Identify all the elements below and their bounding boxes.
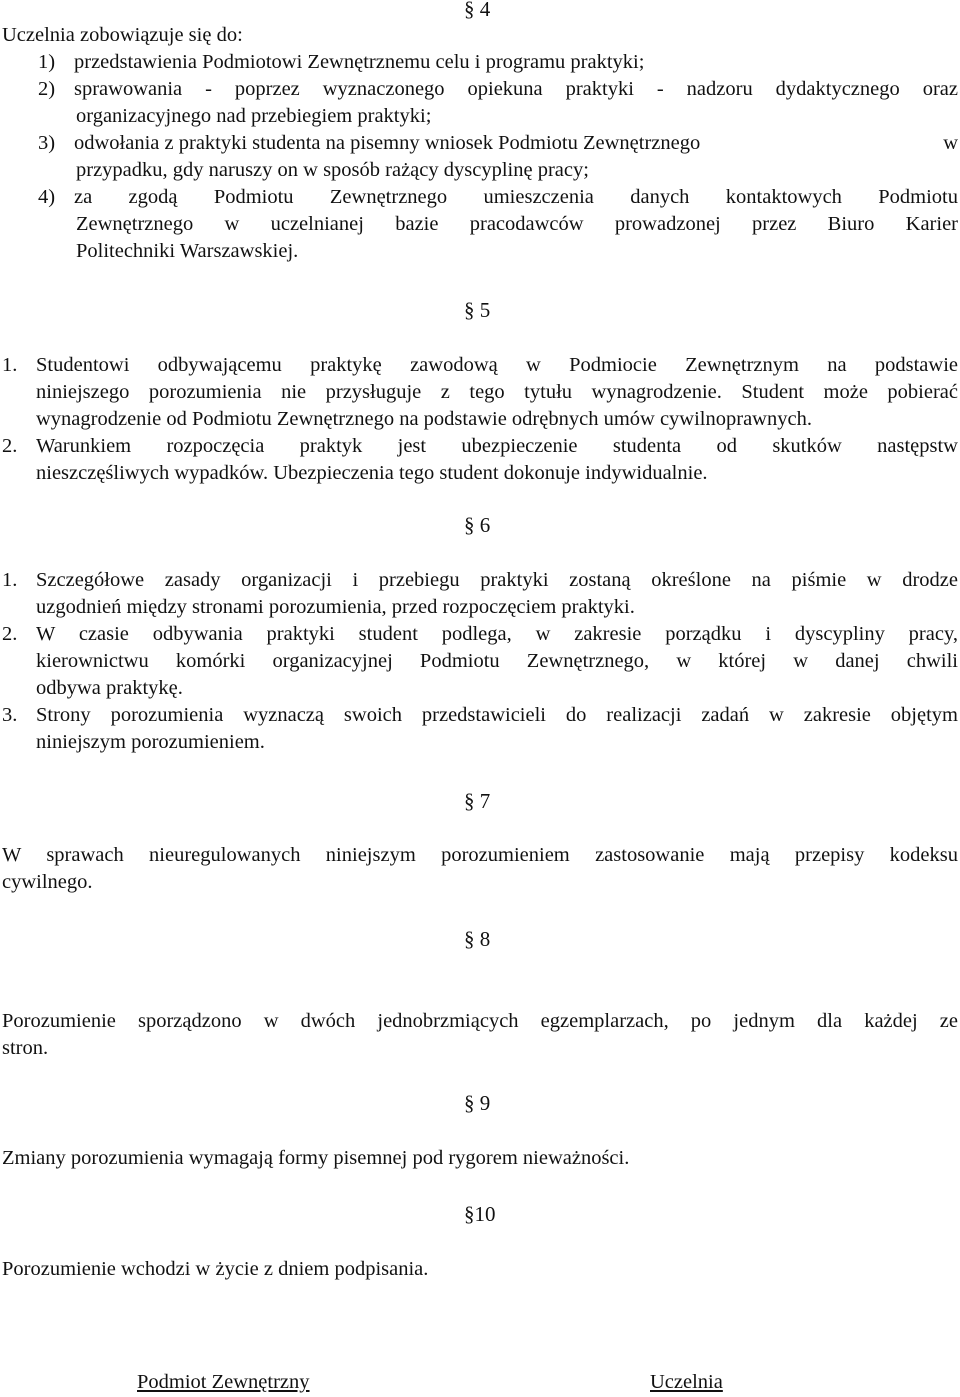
- paragraph: 2. W czasie odbywania praktyki student podlega, w zakresie porządku i dyscypliny pracy,: [2, 623, 958, 645]
- section-10: [2, 1256, 958, 1283]
- paragraph-continuation: cywilnego.: [2, 871, 93, 893]
- paragraph-continuation: niniejszego porozumienia nie przysługuje z tego tytułu wynagrodzenie. Student może pobierać: [36, 381, 958, 403]
- list-item: 2) sprawowania - poprzez wyznaczonego opiekuna praktyki - nadzoru dydaktycznego oraz: [38, 78, 958, 100]
- paragraph: 2. Warunkiem rozpoczęcia praktyk jest ubezpieczenie studenta od skutków następstw: [2, 435, 958, 457]
- signature-university: Uczelnia: [650, 1371, 723, 1393]
- paragraph-continuation: wynagrodzenie od Podmiotu Zewnętrznego na podstawie odrębnych umów cywilnoprawnych.: [36, 408, 812, 430]
- signature-external-entity: Podmiot Zewnętrzny: [137, 1371, 310, 1393]
- section-10-heading: §10: [464, 1202, 496, 1226]
- paragraph-continuation: niniejszym porozumieniem.: [36, 731, 265, 753]
- section-9: [2, 1145, 958, 1172]
- paragraph: 3. Strony porozumienia wyznaczą swoich przedstawicieli do realizacji zadań w zakresie objętym: [2, 704, 958, 726]
- section-7: [2, 842, 958, 896]
- list-item-continuation: Politechniki Warszawskiej.: [76, 240, 299, 262]
- list-item-continuation: Zewnętrznego w uczelnianej bazie pracodawców prowadzonej przez Biuro Karier: [76, 213, 958, 235]
- paragraph: 1. Studentowi odbywającemu praktykę zawodową w Podmiocie Zewnętrznym na podstawie: [2, 354, 958, 376]
- section-4: [2, 22, 958, 265]
- paragraph: Porozumienie wchodzi w życie z dniem podpisania.: [2, 1258, 429, 1280]
- section-5-heading: § 5: [464, 298, 491, 322]
- paragraph: W sprawach nieuregulowanych niniejszym porozumieniem zastosowanie mają przepisy kodeksu: [2, 844, 958, 866]
- section-5: [2, 352, 958, 487]
- paragraph-continuation: stron.: [2, 1037, 49, 1059]
- list-item-continuation: organizacyjnego nad przebiegiem praktyki;: [76, 105, 432, 127]
- section-6-heading: § 6: [464, 513, 491, 537]
- paragraph-continuation: odbywa praktykę.: [36, 677, 183, 699]
- list-item: 1) przedstawienia Podmiotowi Zewnętrznemu celu i programu praktyki;: [38, 51, 645, 73]
- list-item-continuation: przypadku, gdy naruszy on w sposób rażący dyscyplinę pracy;: [76, 159, 589, 181]
- section-7-heading: § 7: [464, 789, 491, 813]
- section-6: [2, 567, 958, 756]
- section-9-heading: § 9: [464, 1091, 491, 1115]
- paragraph: 1. Szczegółowe zasady organizacji i przebiegu praktyki zostaną określone na piśmie w drodze: [2, 569, 958, 591]
- paragraph: Zmiany porozumienia wymagają formy pisemnej pod rygorem nieważności.: [2, 1147, 630, 1169]
- list-item: 4) za zgodą Podmiotu Zewnętrznego umieszczenia danych kontaktowych Podmiotu: [38, 186, 958, 208]
- list-item: 3) odwołania z praktyki studenta na pisemny wniosek Podmiotu Zewnętrznego w: [38, 132, 958, 154]
- section-4-heading: § 4: [464, 0, 491, 21]
- section-8-heading: § 8: [464, 927, 491, 951]
- section-8: [2, 1008, 958, 1062]
- paragraph: Porozumienie sporządzono w dwóch jednobrzmiących egzemplarzach, po jednym dla każdej ze: [2, 1010, 958, 1032]
- section-4-intro: Uczelnia zobowiązuje się do:: [2, 24, 243, 46]
- paragraph-continuation: uzgodnień między stronami porozumienia, przed rozpoczęciem praktyki.: [36, 596, 635, 618]
- paragraph-continuation: kierownictwu komórki organizacyjnej Podmiotu Zewnętrznego, w której w danej chwili: [36, 650, 958, 672]
- paragraph-continuation: nieszczęśliwych wypadków. Ubezpieczenia tego student dokonuje indywidualnie.: [36, 462, 708, 484]
